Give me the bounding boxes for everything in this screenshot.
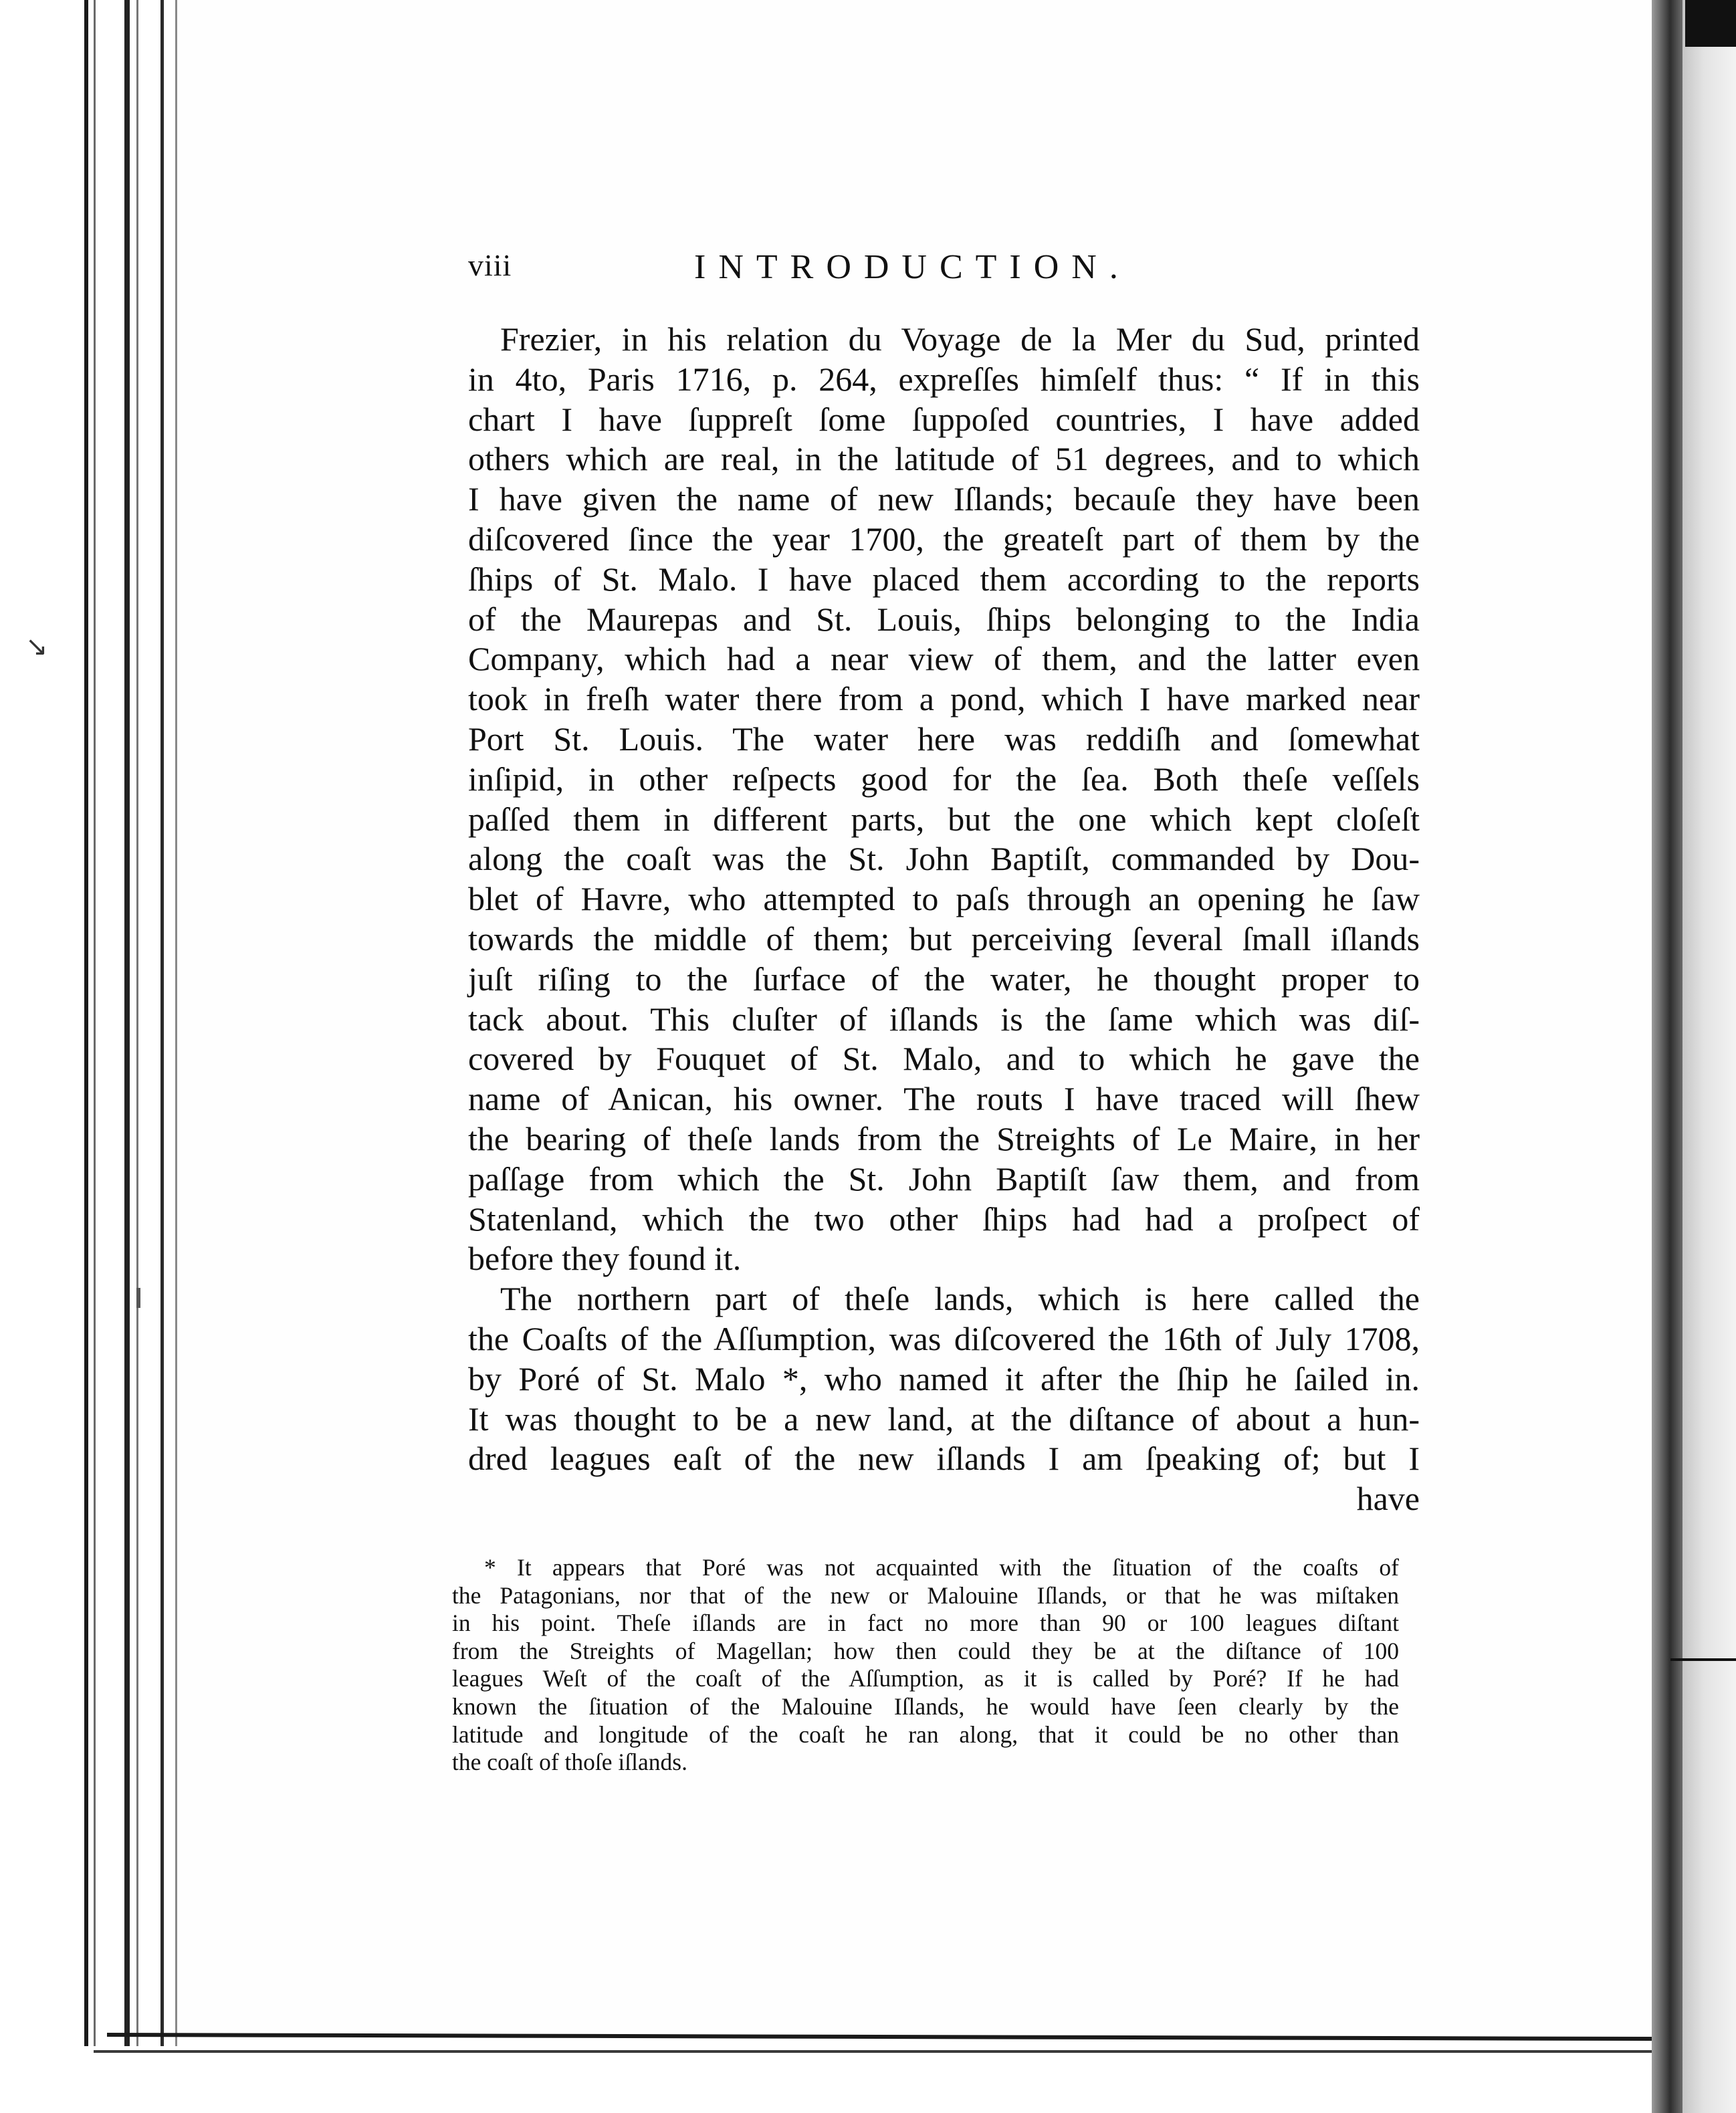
text-line: diſcovered ſince the year 1700, the greateſt part of them by the: [468, 520, 1420, 558]
binding-line: [136, 0, 138, 2046]
scan-left-margin: [0, 0, 80, 2113]
page-bottom-edge: [107, 2033, 1685, 2041]
text-line: paſſage from which the St. John Baptiſt ſaw them, and from: [468, 1159, 1420, 1198]
text-line: along the coaſt was the St. John Baptiſt, commanded by Dou-: [468, 840, 1420, 878]
binding-line: [84, 0, 88, 2046]
footnote-line: leagues Weſt of the coaſt of the Aſſumption, as it is called by Poré? If he had: [452, 1665, 1399, 1692]
text-line: Company, which had a near view of them, and the latter even: [468, 640, 1420, 678]
footnote-line: from the Streights of Magellan; how then could they be at the diſtance of 100: [452, 1637, 1399, 1664]
text-line: ſhips of St. Malo. I have placed them according to the reports: [468, 560, 1420, 598]
text-line: tack about. This cluſter of iſlands is the ſame which was diſ-: [468, 1000, 1420, 1038]
body-text: [468, 320, 1420, 1519]
footnote: [452, 1554, 1399, 1777]
footnote-line: the Patagonians, nor that of the new or Malouine Iſlands, or that he was miſtaken: [452, 1581, 1399, 1609]
text-line: juſt riſing to the ſurface of the water, he thought proper to: [468, 960, 1420, 998]
text-line: by Poré of St. Malo *, who named it after the ſhip he ſailed in.: [468, 1359, 1420, 1398]
text-line: towards the middle of them; but perceiving ſeveral ſmall iſlands: [468, 919, 1420, 958]
text-line: of the Maurepas and St. Louis, ſhips belonging to the India: [468, 600, 1420, 638]
binding-line: [124, 0, 130, 2046]
footnote-line: in his point. Theſe iſlands are in fact no more than 90 or 100 leagues diſtant: [452, 1609, 1399, 1637]
running-head: [468, 247, 1424, 294]
text-line: Port St. Louis. The water here was reddiſh and ſomewhat: [468, 719, 1420, 758]
stray-mark: ↘: [25, 631, 48, 662]
scan-edge-mark: [1670, 1658, 1736, 1661]
binding-line: [160, 0, 164, 2046]
text-line: chart I have ſuppreſt ſome ſuppoſed countries, I have added: [468, 400, 1420, 438]
page-number: viii: [468, 248, 512, 282]
footnote-line: * It appears that Poré was not acquainted with the ſituation of the coaſts of: [484, 1554, 1399, 1581]
text-line: I have given the name of new Iſlands; becauſe they have been: [468, 480, 1420, 518]
text-line: The northern part of theſe lands, which is here called the: [500, 1280, 1420, 1318]
footnote-line: known the ſituation of the Malouine Iſlands, he would have ſeen clearly by the: [452, 1692, 1399, 1720]
text-line: covered by Fouquet of St. Malo, and to which he gave the: [468, 1040, 1420, 1078]
text-line: the Coaſts of the Aſſumption, was diſcovered the 16th of July 1708,: [468, 1319, 1420, 1357]
page-gutter: [1652, 0, 1683, 2113]
footnote-line: the coaſt of thoſe iſlands.: [452, 1749, 687, 1776]
text-line: name of Anican, his owner. The routs I have traced will ſhew: [468, 1080, 1420, 1118]
text-line: Statenland, which the two other ſhips had had a proſpect of: [468, 1200, 1420, 1238]
scan-corner-mark: [1685, 0, 1736, 47]
footnote-line: latitude and longitude of the coaſt he ran along, that it could be no other than: [452, 1720, 1399, 1748]
text-line: in 4to, Paris 1716, p. 264, expreſſes himſelf thus: “ If in this: [468, 360, 1420, 398]
text-line: dred leagues eaſt of the new iſlands I am ſpeaking of; but I: [468, 1440, 1420, 1478]
text-line: Frezier, in his relation du Voyage de la Mer du Sud, printed: [500, 320, 1420, 358]
text-line: It was thought to be a new land, at the diſtance of about a hun-: [468, 1400, 1420, 1438]
binding-line: [175, 0, 177, 2046]
paragraph-2: [468, 1279, 1420, 1519]
scan-right-margin: [1683, 0, 1736, 2113]
running-head-title: INTRODUCTION.: [694, 248, 1131, 286]
text-line: took in freſh water there from a pond, which I have marked near: [468, 680, 1420, 718]
text-line: inſipid, in other reſpects good for the ſea. Both theſe veſſels: [468, 760, 1420, 798]
text-line: before they found it.: [468, 1240, 742, 1278]
paragraph-1: [468, 320, 1420, 1279]
text-line: the bearing of theſe lands from the Streights of Le Maire, in her: [468, 1119, 1420, 1157]
catchword: have: [1356, 1480, 1420, 1518]
text-line: paſſed them in different parts, but the one which kept cloſeſt: [468, 800, 1420, 838]
binding-line: [94, 0, 96, 2046]
text-line: others which are real, in the latitude of 51 degrees, and to which: [468, 440, 1420, 478]
page-bottom-edge: [94, 2050, 1685, 2053]
text-line: blet of Havre, who attempted to paſs through an opening he ſaw: [468, 880, 1420, 918]
stray-mark: [136, 1288, 140, 1308]
